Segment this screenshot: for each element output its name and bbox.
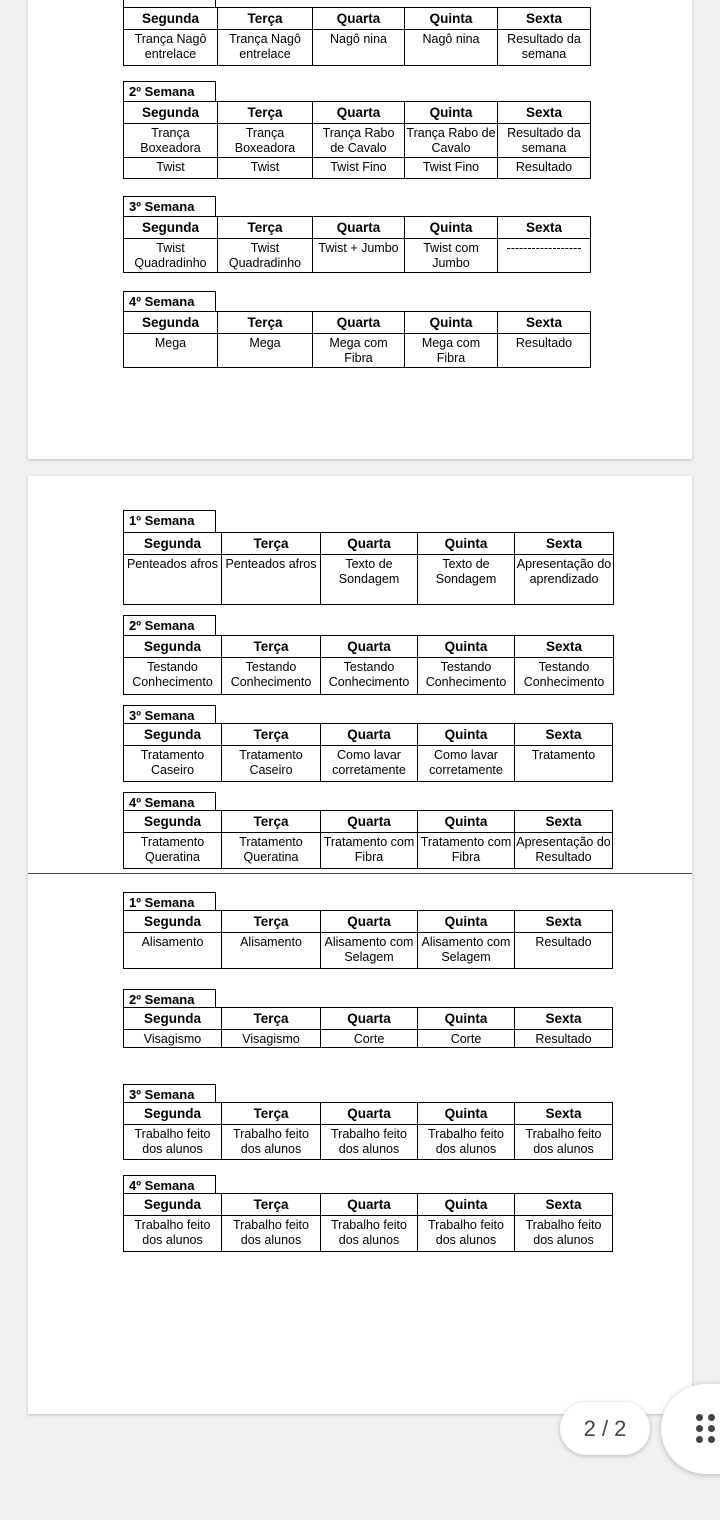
schedule-row xyxy=(124,1216,613,1252)
schedule-cell: Tratamento Queratina xyxy=(222,833,321,869)
schedule-cell: Penteados afros xyxy=(124,555,222,605)
week-label: 2º Semana xyxy=(123,989,216,1007)
schedule-cell: Apresentação do aprendizado xyxy=(515,555,614,605)
schedule-cell: Testando Conhecimento xyxy=(321,658,418,695)
schedule-cell: Mega com Fibra xyxy=(405,334,498,368)
day-header: Quinta xyxy=(418,911,515,933)
schedule-table xyxy=(123,1102,613,1160)
schedule-cell: Tratamento Caseiro xyxy=(124,746,222,782)
schedule-row xyxy=(124,933,613,969)
day-header: Terça xyxy=(222,1008,321,1030)
day-header: Quarta xyxy=(321,1008,418,1030)
day-header: Sexta xyxy=(515,911,613,933)
schedule-cell: Nagô nina xyxy=(405,30,498,66)
schedule-cell: Trabalho feito dos alunos xyxy=(124,1216,222,1252)
page-indicator: 2 / 2 xyxy=(560,1402,650,1455)
schedule-cell: Trança Boxeadora xyxy=(218,124,313,158)
schedule-table xyxy=(123,635,614,695)
day-header: Sexta xyxy=(515,1194,613,1216)
week-label: 2º Semana xyxy=(123,81,216,101)
day-header: Quarta xyxy=(321,1103,418,1125)
day-header: Quarta xyxy=(321,636,418,658)
week-label xyxy=(123,0,216,7)
schedule-cell: Penteados afros xyxy=(222,555,321,605)
schedule-row xyxy=(124,30,591,66)
schedule-cell: Nagô nina xyxy=(313,30,405,66)
day-header: Segunda xyxy=(124,724,222,746)
day-header: Sexta xyxy=(515,1008,613,1030)
week-label: 4º Semana xyxy=(123,291,216,311)
schedule-row xyxy=(124,1125,613,1160)
week-label: 1º Semana xyxy=(123,892,216,910)
day-header: Quinta xyxy=(418,724,515,746)
schedule-cell: Texto de Sondagem xyxy=(418,555,515,605)
schedule-row xyxy=(124,158,591,179)
day-header: Sexta xyxy=(515,1103,613,1125)
schedule-table xyxy=(123,7,591,66)
day-header: Quinta xyxy=(418,1103,515,1125)
document-page-2 xyxy=(28,476,692,1414)
schedule-cell: Mega com Fibra xyxy=(313,334,405,368)
day-header: Quinta xyxy=(418,636,515,658)
day-header: Segunda xyxy=(124,102,218,124)
schedule-cell: Alisamento xyxy=(222,933,321,969)
schedule-cell: Resultado xyxy=(498,334,591,368)
schedule-cell: Trança Rabo de Cavalo xyxy=(313,124,405,158)
day-header: Quarta xyxy=(321,911,418,933)
schedule-cell: Trabalho feito dos alunos xyxy=(222,1216,321,1252)
schedule-cell: Twist Fino xyxy=(313,158,405,179)
schedule-cell: Trança Boxeadora xyxy=(124,124,218,158)
day-header: Quinta xyxy=(418,533,515,555)
day-header: Quinta xyxy=(418,1008,515,1030)
schedule-row xyxy=(124,555,614,605)
schedule-table xyxy=(123,1007,613,1048)
schedule-cell: Resultado da semana xyxy=(498,124,591,158)
day-header: Segunda xyxy=(124,1103,222,1125)
schedule-cell: Trabalho feito dos alunos xyxy=(321,1216,418,1252)
day-header: Terça xyxy=(222,533,321,555)
day-header: Terça xyxy=(222,811,321,833)
schedule-cell: Testando Conhecimento xyxy=(222,658,321,695)
week-label: 1º Semana xyxy=(123,510,216,532)
schedule-cell: Trabalho feito dos alunos xyxy=(321,1125,418,1160)
day-header: Terça xyxy=(222,636,321,658)
schedule-row xyxy=(124,833,613,869)
day-header: Sexta xyxy=(515,533,614,555)
day-header: Terça xyxy=(218,8,313,30)
week-label: 4º Semana xyxy=(123,792,216,810)
schedule-cell: Como lavar corretamente xyxy=(321,746,418,782)
schedule-table xyxy=(123,216,591,273)
schedule-cell: Trabalho feito dos alunos xyxy=(515,1125,613,1160)
schedule-cell: Trança Nagô entrelace xyxy=(124,30,218,66)
day-header: Quinta xyxy=(405,312,498,334)
schedule-table xyxy=(123,101,591,179)
day-header: Sexta xyxy=(515,811,613,833)
schedule-cell: Corte xyxy=(418,1030,515,1048)
day-header: Quinta xyxy=(405,102,498,124)
schedule-cell: Corte xyxy=(321,1030,418,1048)
schedule-cell: Tratamento Queratina xyxy=(124,833,222,869)
schedule-cell: Twist com Jumbo xyxy=(405,239,498,273)
schedule-row xyxy=(124,658,614,695)
day-header: Terça xyxy=(222,911,321,933)
day-header: Segunda xyxy=(124,1008,222,1030)
schedule-cell: Twist Quadradinho xyxy=(218,239,313,273)
schedule-cell: Trabalho feito dos alunos xyxy=(124,1125,222,1160)
schedule-cell: Trabalho feito dos alunos xyxy=(222,1125,321,1160)
schedule-table xyxy=(123,1193,613,1252)
day-header: Quarta xyxy=(321,533,418,555)
schedule-row xyxy=(124,124,591,158)
day-header: Terça xyxy=(218,312,313,334)
schedule-cell: ------------------ xyxy=(498,239,591,273)
schedule-cell: Trança Nagô entrelace xyxy=(218,30,313,66)
schedule-table xyxy=(123,311,591,368)
schedule-cell: Visagismo xyxy=(222,1030,321,1048)
day-header: Terça xyxy=(222,1103,321,1125)
week-label: 3º Semana xyxy=(123,196,216,216)
schedule-cell: Resultado xyxy=(515,1030,613,1048)
day-header: Terça xyxy=(222,1194,321,1216)
schedule-cell: Resultado xyxy=(498,158,591,179)
schedule-row xyxy=(124,1030,613,1048)
day-header: Sexta xyxy=(515,724,613,746)
schedule-cell: Alisamento xyxy=(124,933,222,969)
schedule-cell: Como lavar corretamente xyxy=(418,746,515,782)
section-divider xyxy=(28,873,692,874)
schedule-cell: Twist + Jumbo xyxy=(313,239,405,273)
grid-dots-icon xyxy=(696,1414,718,1444)
schedule-cell: Twist xyxy=(124,158,218,179)
document-page-1 xyxy=(28,0,692,459)
day-header: Sexta xyxy=(515,636,614,658)
day-header: Quinta xyxy=(405,217,498,239)
day-header: Quarta xyxy=(313,312,405,334)
day-header: Terça xyxy=(222,724,321,746)
schedule-cell: Tratamento com Fibra xyxy=(418,833,515,869)
schedule-cell: Twist Fino xyxy=(405,158,498,179)
schedule-cell: Trança Rabo de Cavalo xyxy=(405,124,498,158)
schedule-cell: Trabalho feito dos alunos xyxy=(418,1216,515,1252)
day-header: Segunda xyxy=(124,217,218,239)
week-label: 4º Semana xyxy=(123,1175,216,1193)
day-header: Segunda xyxy=(124,533,222,555)
schedule-cell: Twist Quadradinho xyxy=(124,239,218,273)
schedule-cell: Apresentação do Resultado xyxy=(515,833,613,869)
day-header: Segunda xyxy=(124,8,218,30)
schedule-cell: Mega xyxy=(218,334,313,368)
schedule-cell: Trabalho feito dos alunos xyxy=(515,1216,613,1252)
week-label: 2º Semana xyxy=(123,615,216,635)
day-header: Sexta xyxy=(498,8,591,30)
day-header: Segunda xyxy=(124,312,218,334)
day-header: Quarta xyxy=(321,724,418,746)
day-header: Quarta xyxy=(313,102,405,124)
schedule-row xyxy=(124,746,613,782)
schedule-cell: Testando Conhecimento xyxy=(418,658,515,695)
schedule-row xyxy=(124,239,591,273)
day-header: Segunda xyxy=(124,1194,222,1216)
schedule-table xyxy=(123,723,613,782)
schedule-cell: Testando Conhecimento xyxy=(124,658,222,695)
day-header: Sexta xyxy=(498,312,591,334)
schedule-cell: Texto de Sondagem xyxy=(321,555,418,605)
week-label: 3º Semana xyxy=(123,1084,216,1102)
schedule-cell: Alisamento com Selagem xyxy=(418,933,515,969)
schedule-cell: Testando Conhecimento xyxy=(515,658,614,695)
schedule-cell: Tratamento Caseiro xyxy=(222,746,321,782)
day-header: Segunda xyxy=(124,811,222,833)
day-header: Sexta xyxy=(498,217,591,239)
schedule-cell: Resultado da semana xyxy=(498,30,591,66)
schedule-cell: Twist xyxy=(218,158,313,179)
schedule-cell: Trabalho feito dos alunos xyxy=(418,1125,515,1160)
week-label: 3º Semana xyxy=(123,705,216,723)
day-header: Quinta xyxy=(405,8,498,30)
day-header: Segunda xyxy=(124,636,222,658)
schedule-cell: Resultado xyxy=(515,933,613,969)
schedule-table xyxy=(123,910,613,969)
schedule-table xyxy=(123,532,614,605)
schedule-cell: Tratamento xyxy=(515,746,613,782)
day-header: Quinta xyxy=(418,1194,515,1216)
schedule-table xyxy=(123,810,613,869)
day-header: Sexta xyxy=(498,102,591,124)
day-header: Quarta xyxy=(313,217,405,239)
day-header: Quarta xyxy=(321,811,418,833)
day-header: Segunda xyxy=(124,911,222,933)
day-header: Quarta xyxy=(313,8,405,30)
day-header: Quarta xyxy=(321,1194,418,1216)
schedule-cell: Visagismo xyxy=(124,1030,222,1048)
day-header: Terça xyxy=(218,102,313,124)
schedule-cell: Tratamento com Fibra xyxy=(321,833,418,869)
schedule-row xyxy=(124,334,591,368)
day-header: Terça xyxy=(218,217,313,239)
schedule-cell: Mega xyxy=(124,334,218,368)
schedule-cell: Alisamento com Selagem xyxy=(321,933,418,969)
day-header: Quinta xyxy=(418,811,515,833)
